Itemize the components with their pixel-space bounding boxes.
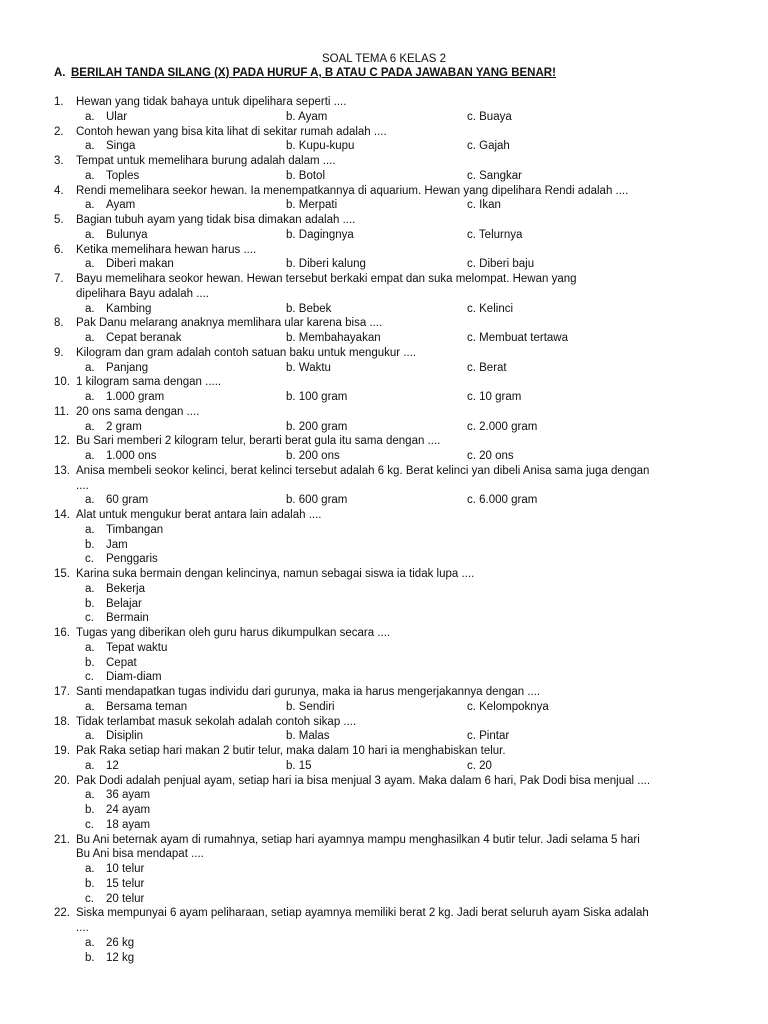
question-text: Ketika memelihara hewan harus ....	[76, 243, 257, 256]
question-text: Tugas yang diberikan oleh guru harus dikumpulkan secara ....	[76, 627, 391, 639]
option-label: a.	[85, 730, 95, 743]
option-text: Bersama teman	[106, 700, 188, 713]
option-text: 36 ayam	[106, 789, 151, 802]
question-line	[0, 154, 768, 169]
option-label: a.	[85, 332, 95, 344]
option-c: c. Diberi baju	[467, 258, 535, 271]
options-row	[0, 139, 768, 154]
option-c: c. 2.000 gram	[467, 420, 538, 433]
question-line	[0, 95, 768, 110]
question-number: 10.	[54, 376, 70, 389]
question-text: Pak Danu melarang anaknya memlihara ular karena bisa ....	[76, 317, 383, 330]
option-line	[0, 597, 768, 612]
option-b: b. Malas	[286, 730, 330, 743]
option-label: a.	[85, 361, 95, 374]
options-row	[0, 361, 768, 376]
question-number: 17.	[54, 686, 70, 698]
option-label: a.	[85, 700, 95, 713]
option-text: Toples	[106, 169, 140, 182]
options-row	[0, 449, 768, 464]
option-text: 60 gram	[106, 494, 149, 507]
options-row	[0, 331, 768, 346]
option-text: 12 kg	[106, 951, 135, 964]
option-b: b. 200 gram	[286, 420, 348, 433]
option-text: Bekerja	[106, 582, 145, 595]
option-line	[0, 892, 768, 907]
option-c: c. Gajah	[467, 140, 510, 153]
option-c: c. Sangkar	[467, 169, 522, 182]
option-b: b. 15	[286, 759, 312, 772]
question-line-continued	[0, 847, 768, 862]
option-label: a.	[85, 228, 95, 241]
option-label: b.	[85, 951, 95, 964]
question-number: 6.	[54, 243, 64, 256]
options-row	[0, 759, 768, 774]
option-label: a.	[85, 450, 95, 462]
option-label: a.	[85, 140, 95, 153]
option-label: a.	[85, 420, 95, 433]
option-label: b.	[85, 877, 95, 890]
option-b: b. 600 gram	[286, 494, 348, 507]
option-c: c. 10 gram	[467, 391, 522, 403]
question-line	[0, 567, 768, 582]
option-label: a.	[85, 641, 95, 654]
option-text: Tepat waktu	[106, 641, 168, 654]
question-line	[0, 774, 768, 789]
option-text: 26 kg	[106, 936, 135, 949]
question-text: Kilogram dan gram adalah contoh satuan baku untuk mengukur ....	[76, 346, 417, 359]
option-text: Timbangan	[106, 523, 164, 536]
option-text: Diberi makan	[106, 258, 174, 271]
option-b: b. Waktu	[286, 361, 331, 374]
option-line	[0, 552, 768, 567]
option-line	[0, 523, 768, 538]
question-number: 22.	[54, 907, 70, 920]
option-b: b. 200 ons	[286, 450, 340, 462]
question-text: Hewan yang tidak bahaya untuk dipelihara seperti ....	[76, 96, 347, 108]
option-c: c. Berat	[467, 361, 507, 374]
option-label: a.	[85, 169, 95, 182]
question-line	[0, 744, 768, 759]
option-text: Ular	[106, 110, 128, 123]
option-text: Jam	[106, 538, 128, 551]
question-text: 1 kilogram sama dengan .....	[76, 376, 222, 389]
question-number: 1.	[54, 96, 64, 108]
options-row	[0, 228, 768, 243]
option-text: Cepat	[106, 656, 137, 669]
question-text: Alat untuk mengukur berat antara lain adalah ....	[76, 509, 322, 521]
question-number: 7.	[54, 273, 64, 285]
option-text: 20 telur	[106, 892, 145, 905]
question-line	[0, 685, 768, 700]
option-b: b. Botol	[286, 169, 325, 182]
option-text: 1.000 ons	[106, 450, 157, 462]
option-label: a.	[85, 110, 95, 123]
question-text: Bagian tubuh ayam yang tidak bisa dimakan adalah ....	[76, 214, 356, 226]
question-text-continued: ....	[76, 922, 89, 934]
question-line	[0, 213, 768, 228]
option-line	[0, 877, 768, 892]
question-line	[0, 243, 768, 258]
option-label: a.	[85, 199, 95, 212]
option-label: a.	[85, 302, 95, 315]
option-label: c.	[85, 612, 94, 625]
option-line	[0, 670, 768, 685]
option-text: 10 telur	[106, 863, 145, 875]
option-line	[0, 656, 768, 671]
question-number: 2.	[54, 125, 64, 138]
options-row	[0, 198, 768, 213]
option-label: b.	[85, 597, 95, 610]
question-text: Rendi memelihara seekor hewan. Ia menempatkannya di aquarium. Hewan yang dipelihara Rendi adalah ....	[76, 184, 629, 197]
question-number: 16.	[54, 627, 70, 639]
question-number: 21.	[54, 833, 70, 846]
question-number: 15.	[54, 568, 70, 580]
option-line	[0, 641, 768, 656]
question-line	[0, 125, 768, 140]
option-text: Diam-diam	[106, 671, 162, 684]
options-row	[0, 493, 768, 508]
question-text: Tidak terlambat masuk sekolah adalah contoh sikap ....	[76, 715, 357, 728]
option-label: a.	[85, 863, 95, 875]
option-text: Kambing	[106, 302, 152, 315]
question-number: 8.	[54, 317, 64, 330]
options-row	[0, 700, 768, 715]
option-line	[0, 936, 768, 951]
option-c: c. Ikan	[467, 199, 501, 212]
question-text: Tempat untuk memelihara burung adalah dalam ....	[76, 155, 336, 167]
option-text: Disiplin	[106, 730, 144, 743]
option-text: 24 ayam	[106, 804, 151, 816]
option-line	[0, 582, 768, 597]
option-b: b. Sendiri	[286, 700, 335, 713]
option-text: Ayam	[106, 199, 136, 212]
question-line	[0, 272, 768, 287]
question-line	[0, 405, 768, 420]
option-label: c.	[85, 892, 94, 905]
question-text: Bayu memelihara seokor hewan. Hewan tersebut berkaki empat dan suka melompat. Hewan yang	[76, 273, 577, 285]
question-line	[0, 434, 768, 449]
option-text: Panjang	[106, 361, 149, 374]
option-label: a.	[85, 582, 95, 595]
option-label: b.	[85, 538, 95, 551]
option-line	[0, 788, 768, 803]
question-number: 19.	[54, 745, 70, 757]
question-line	[0, 184, 768, 199]
question-text: Contoh hewan yang bisa kita lihat di sekitar rumah adalah ....	[76, 125, 387, 138]
question-number: 20.	[54, 774, 70, 787]
option-b: b. Ayam	[286, 110, 328, 123]
option-text: 2 gram	[106, 420, 142, 433]
question-text: Pak Dodi adalah penjual ayam, setiap hari ia bisa menjual 3 ayam. Maka dalam 6 hari, Pak Dodi bisa menjual ....	[76, 774, 651, 787]
option-c: c. Pintar	[467, 730, 510, 743]
option-line	[0, 862, 768, 877]
option-c: c. 20 ons	[467, 450, 514, 462]
option-b: b. Bebek	[286, 302, 332, 315]
question-line-continued	[0, 479, 768, 494]
option-label: a.	[85, 391, 95, 403]
options-row	[0, 257, 768, 272]
question-line-continued	[0, 921, 768, 936]
options-row	[0, 390, 768, 405]
option-b: b. Diberi kalung	[286, 258, 366, 271]
option-c: c. Kelompoknya	[467, 700, 549, 713]
question-line-continued	[0, 287, 768, 302]
option-text: 12	[106, 759, 119, 772]
option-label: c.	[85, 818, 94, 831]
option-label: a.	[85, 494, 95, 507]
question-text: Bu Sari memberi 2 kilogram telur, berarti berat gula itu sama dengan ....	[76, 435, 441, 448]
question-text-continued: ....	[76, 479, 89, 492]
option-line	[0, 803, 768, 818]
question-text: Bu Ani beternak ayam di rumahnya, setiap hari ayamnya mampu menghasilkan 4 butir telur. Jadi selama 5 hari	[76, 833, 640, 846]
option-label: b.	[85, 804, 95, 816]
question-line	[0, 508, 768, 523]
question-number: 14.	[54, 509, 70, 521]
option-b: b. Merpati	[286, 199, 338, 212]
options-row	[0, 729, 768, 744]
option-label: a.	[85, 759, 95, 772]
option-text: 15 telur	[106, 877, 145, 890]
question-text: Santi mendapatkan tugas individu dari gurunya, maka ia harus mengerjakannya dengan ....	[76, 686, 541, 698]
question-line	[0, 464, 768, 479]
option-b: b. Dagingnya	[286, 228, 354, 241]
option-line	[0, 818, 768, 833]
option-b: b. Membahayakan	[286, 332, 381, 344]
question-text-continued: Bu Ani bisa mendapat ....	[76, 848, 204, 861]
question-line	[0, 375, 768, 390]
option-text: Bulunya	[106, 228, 148, 241]
option-text: Penggaris	[106, 553, 158, 566]
option-line	[0, 951, 768, 966]
option-text: Belajar	[106, 597, 142, 610]
question-number: 5.	[54, 214, 64, 226]
question-number: 13.	[54, 464, 70, 477]
question-number: 3.	[54, 155, 64, 167]
option-line	[0, 611, 768, 626]
instruction-text: BERILAH TANDA SILANG (X) PADA HURUF A, B ATAU C PADA JAWABAN YANG BENAR!	[71, 67, 556, 79]
option-label: c.	[85, 553, 94, 566]
option-c: c. Kelinci	[467, 302, 514, 315]
question-number: 4.	[54, 184, 64, 197]
question-line	[0, 626, 768, 641]
question-number: 9.	[54, 346, 64, 359]
question-text: Karina suka bermain dengan kelincinya, namun sebagai siswa ia tidak lupa ....	[76, 568, 475, 580]
question-text: 20 ons sama dengan ....	[76, 405, 200, 418]
question-number: 18.	[54, 715, 70, 728]
question-text: Pak Raka setiap hari makan 2 butir telur, maka dalam 10 hari ia menghabiskan telur.	[76, 745, 506, 757]
option-c: c. Buaya	[467, 110, 512, 123]
question-line	[0, 833, 768, 848]
page-title: SOAL TEMA 6 KELAS 2	[321, 53, 446, 65]
option-c: c. Telurnya	[467, 228, 523, 241]
option-c: c. Membuat tertawa	[467, 332, 568, 344]
option-label: a.	[85, 523, 95, 536]
question-text: Siska mempunyai 6 ayam peliharaan, setiap ayamnya memiliki berat 2 kg. Jadi berat seluruh ayam Siska adalah	[76, 907, 649, 920]
option-text: Cepat beranak	[106, 332, 182, 344]
question-line	[0, 316, 768, 331]
question-line	[0, 906, 768, 921]
option-b: b. Kupu-kupu	[286, 140, 355, 153]
options-row	[0, 169, 768, 184]
instruction-letter: A.	[54, 67, 66, 79]
option-c: c. 6.000 gram	[467, 494, 538, 507]
option-text: 1.000 gram	[106, 391, 165, 403]
question-text: Anisa membeli seokor kelinci, berat kelinci tersebut adalah 6 kg. Berat kelinci yan dibeli Anisa sama juga dengan	[76, 464, 650, 477]
question-text-continued: dipelihara Bayu adalah ....	[76, 287, 209, 300]
question-line	[0, 346, 768, 361]
instruction	[54, 66, 556, 80]
option-label: b.	[85, 656, 95, 669]
option-label: a.	[85, 936, 95, 949]
question-number: 12.	[54, 435, 70, 448]
option-label: a.	[85, 258, 95, 271]
option-c: c. 20	[467, 759, 492, 772]
question-line	[0, 715, 768, 730]
option-label: c.	[85, 671, 94, 684]
option-text: 18 ayam	[106, 818, 151, 831]
question-number: 11.	[54, 405, 70, 418]
option-text: Bermain	[106, 612, 149, 625]
option-text: Singa	[106, 140, 136, 153]
options-row	[0, 110, 768, 125]
option-label: a.	[85, 789, 95, 802]
option-line	[0, 538, 768, 553]
options-row	[0, 420, 768, 435]
option-b: b. 100 gram	[286, 391, 348, 403]
options-row	[0, 302, 768, 317]
